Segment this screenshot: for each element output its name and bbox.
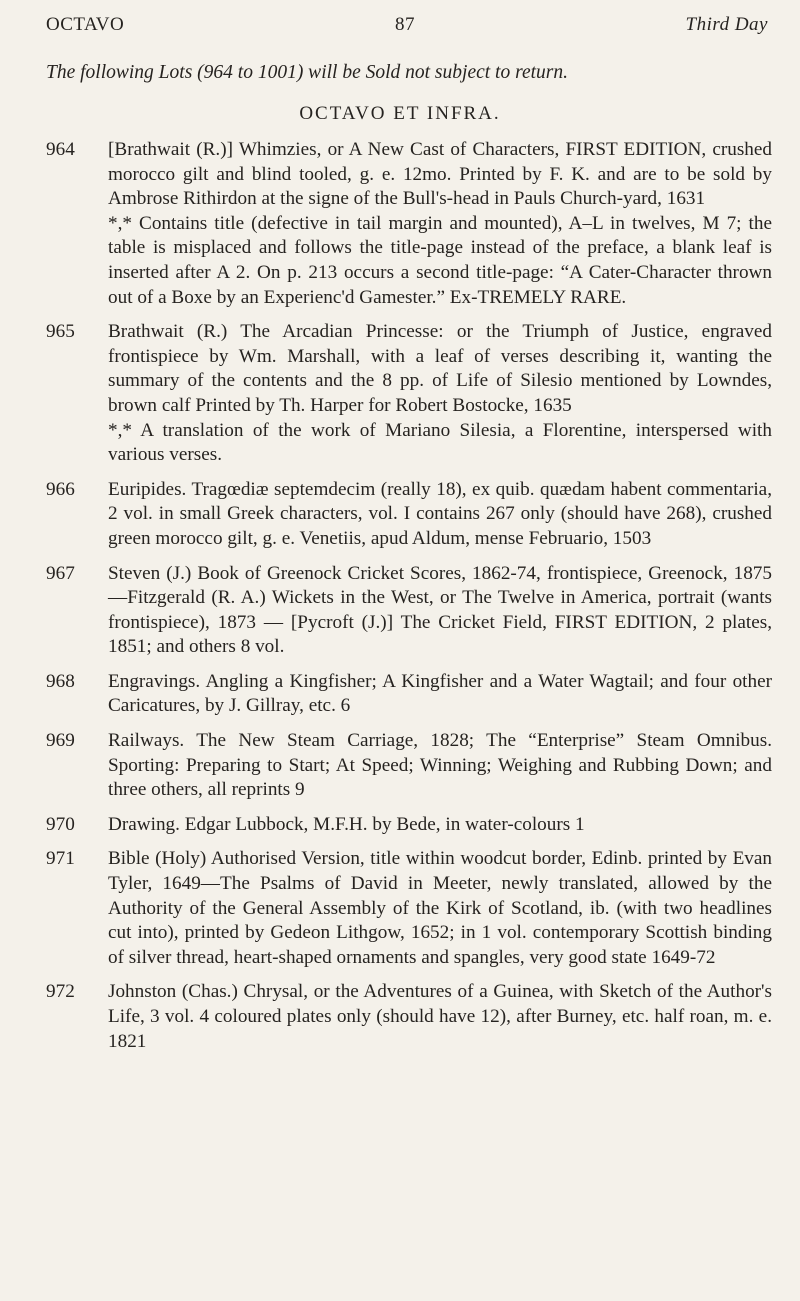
lot-item	[46, 562, 772, 660]
section-title: OCTAVO ET INFRA.	[299, 103, 501, 124]
running-head-right: Third Day	[685, 14, 768, 35]
lot-description	[108, 478, 772, 552]
lot-item	[46, 320, 772, 468]
lot-item	[46, 980, 772, 1054]
lot-note: *,* Contains title (defective in tail margin and mounted), A–L in twelves, M 7; the table is misplaced and follows the title-page instead of the preface, a blank leaf is inserted after A 2. On p. 213 occurs a second title-page: “A Cater-Character thrown out of a Boxe by an Experienc'd Gamester.” Ex-TREMELY RARE.	[108, 212, 772, 308]
lot-description	[108, 980, 772, 1054]
lot-text: Drawing. Edgar Lubbock, M.F.H. by Bede, in water-colours 1	[108, 813, 585, 835]
lot-item	[46, 847, 772, 970]
lot-description	[108, 138, 772, 310]
lot-list	[46, 138, 772, 1064]
sale-notice: The following Lots (964 to 1001) will be Sold not subject to return.	[46, 62, 568, 83]
lot-description	[108, 729, 772, 803]
lot-number: 970	[46, 813, 75, 835]
lot-item	[46, 813, 772, 838]
lot-number: 964	[46, 139, 75, 160]
lot-note: *,* A translation of the work of Mariano Silesia, a Florentine, interspersed with various verses.	[108, 419, 772, 466]
lot-text: Brathwait (R.) The Arcadian Princesse: or the Triumph of Justice, engraved frontispiece by Wm. Marshall, with a leaf of verses describing it, wanting the summary of the contents and the 8 pp. of Life of Silesio mentioned by Lowndes, brown calf Printed by Th. Harper for Robert Bostocke, 1635	[108, 321, 772, 416]
lot-number: 967	[46, 562, 75, 584]
lot-item	[46, 138, 772, 310]
lot-text: Johnston (Chas.) Chrysal, or the Adventures of a Guinea, with Sketch of the Author's Life, 3 vol. 4 coloured plates only (should have 12), after Burney, etc. half roan, m. e. 1821	[108, 981, 772, 1052]
lot-text: Steven (J.) Book of Greenock Cricket Scores, 1862-74, frontispiece, Greenock, 1875—Fitzgerald (R. A.) Wickets in the West, or The Twelve in America, portrait (wants frontispiece), 1873 — [Pycroft (J.)] The Cricket Field, FIRST EDITION, 2 plates, 1851; and others 8 vol.	[108, 562, 772, 658]
lot-description	[108, 813, 772, 838]
running-head-left: OCTAVO	[46, 14, 125, 35]
lot-number: 966	[46, 478, 75, 500]
lot-number: 969	[46, 730, 75, 752]
lot-number: 965	[46, 321, 75, 343]
lot-number: 971	[46, 848, 75, 870]
lot-number: 972	[46, 981, 75, 1003]
lot-item	[46, 478, 772, 552]
lot-item	[46, 670, 772, 719]
lot-text: Euripides. Tragœdiæ septemdecim (really 18), ex quib. quædam habent commentaria, 2 vol. in small Greek characters, vol. I contains 267 only (should have 268), crushed green morocco gilt, g. e. Venetiis, apud Aldum, mense Februario, 1503	[108, 478, 772, 549]
lot-description	[108, 670, 772, 719]
lot-number: 968	[46, 670, 75, 692]
lot-description	[108, 562, 772, 660]
lot-description	[108, 320, 772, 468]
lot-text: Engravings. Angling a Kingfisher; A Kingfisher and a Water Wagtail; and four other Caricatures, by J. Gillray, etc. 6	[108, 670, 772, 717]
lot-item	[46, 729, 772, 803]
lot-text: Bible (Holy) Authorised Version, title within woodcut border, Edinb. printed by Evan Tyler, 1649—The Psalms of David in Meeter, newly translated, allowed by the Authority of the General Assembly of the Kirk of Scotland, ib. (with two headlines cut into), printed by Gedeon Lithgow, 1652; in 1 vol. contemporary Scottish binding of silver thread, heart-shaped ornaments and spangles, very good state 1649-72	[108, 848, 772, 968]
running-head	[46, 14, 768, 44]
lot-description	[108, 847, 772, 970]
page-number: 87	[395, 14, 415, 35]
lot-text: [Brathwait (R.)] Whimzies, or A New Cast of Characters, FIRST EDITION, crushed morocco gilt and blind tooled, g. e. 12mo. Printed by F. K. and are to be sold by Ambrose Rithirdon at the signe of the Bull's-head in Pauls Church-yard, 1631	[108, 139, 772, 210]
lot-text: Railways. The New Steam Carriage, 1828; The “Enterprise” Steam Omnibus. Sporting: Preparing to Start; At Speed; Winning; Weighing and Rubbing Down; and three others, all reprints 9	[108, 730, 772, 801]
